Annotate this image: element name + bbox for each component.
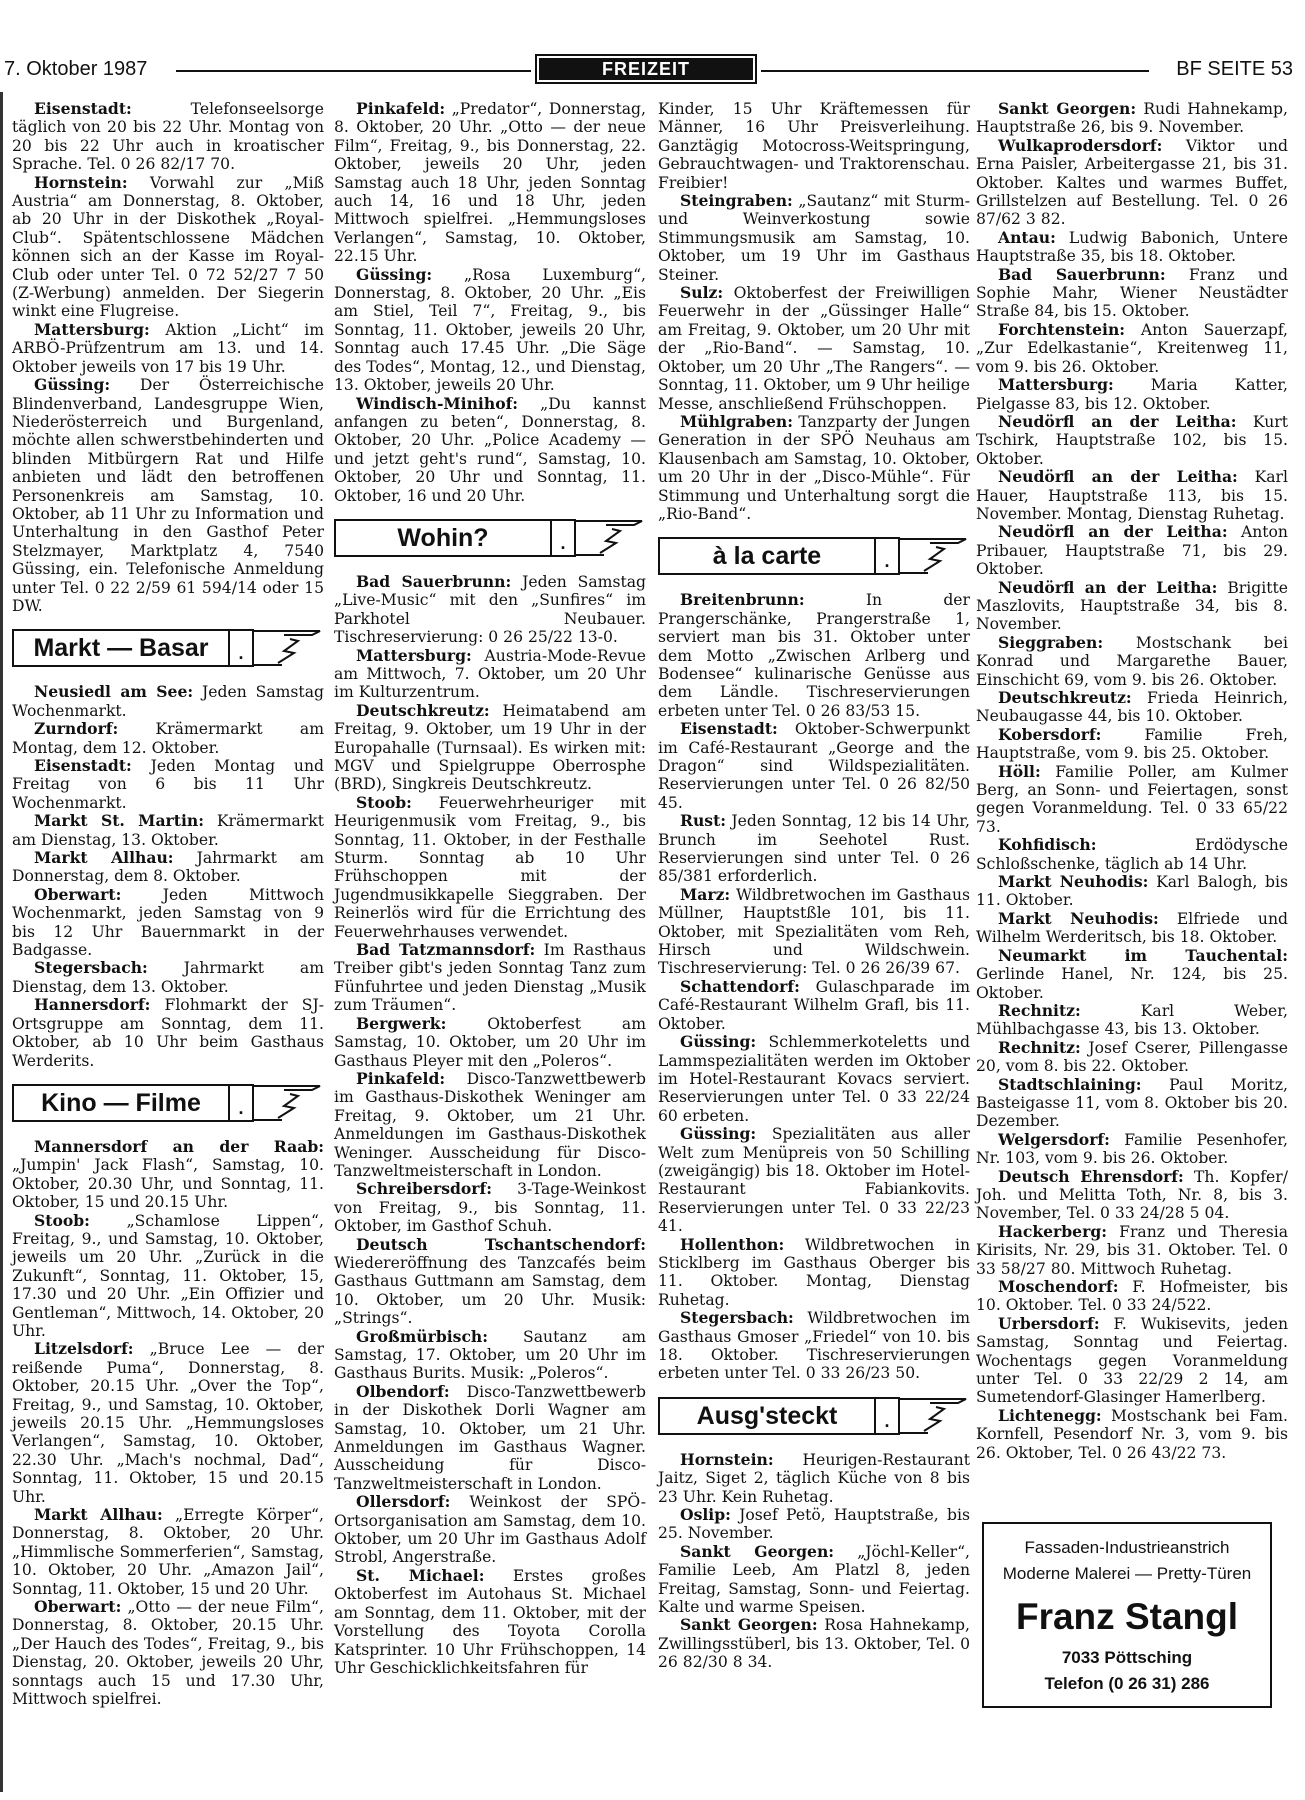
listing-text: Spezialitäten aus aller Welt zum Menüpreis von 50 Schilling (zweigängig) bis 18. Oktober im Hotel-Restaurant Fabiankovits. Reservierungen unter Tel. 0 33 22/23 41. xyxy=(658,1125,970,1236)
listing-text: Vorwahl zur „Miß Austria“ am Donnerstag, 8. Oktober, ab 20 Uhr in der Diskothek „Royal-Club“. Spätentschlossene Mädchen können sich an der Kasse im Royal-Club oder unter Tel. 0 72 52/27 7 50 (Z-Werbung) anmelden. Der Siegerin winkt eine Flugreise. xyxy=(12,173,324,321)
listing-place: Deutsch Tschantschendorf: xyxy=(356,1234,646,1254)
col2-wohin-list xyxy=(334,573,646,1677)
listing-entry xyxy=(976,763,1288,837)
listing-text: Oktoberfest am Samstag, 10. Oktober, um 20 Uhr im Gasthaus Pleyer mit den „Poleros“. xyxy=(334,1014,646,1070)
listing-text: Erstes großes Oktoberfest im Autohaus St. Michael am Sonntag, dem 11. Oktober, mit der Vorstellung des Toyota Corolla Katsprinter. 10 Uhr Frühschoppen, 14 Uhr Geschicklichkeitsfahren für xyxy=(334,1566,646,1677)
listing-entry xyxy=(658,413,970,523)
listing-entry xyxy=(658,1125,970,1235)
listing-place: Sieggraben: xyxy=(998,632,1104,652)
listing-text: Der Österreichische Blindenverband, Landesgruppe Wien, Niederösterreich und Burgenland, möchte allen schwerstbehinderten und blinden Mitbürgern Rat und Hilfe anbieten und lädt den betroffenen Personenkreis am Samstag, 10. Oktober, ab 11 Uhr zu Information und Unterhaltung in den Gasthof Peter Stelzmayer, Marktplatz 4, 7540 Güssing, ein. Telefonische Anmeldung unter Tel. 0 22 2/59 61 594/14 oder 15 DW. xyxy=(12,376,324,615)
page-header xyxy=(0,52,1305,88)
listing-text: Erdödysche Schloßschenke, täglich ab 14 Uhr. xyxy=(976,836,1288,873)
listing-text: Mostschank bei Fam. Kornfell, Pesendorf Nr. 3, vom 9. bis 26. Oktober, Tel. 0 26 43/22 73. xyxy=(976,1406,1288,1462)
listing-entry xyxy=(334,573,646,647)
col1-top-list xyxy=(12,100,324,615)
listing-text: F. Wukisevits, jeden Samstag, Sonntag und Feiertag. Wochentags gegen Voranmeldung unter Tel. 0 33 22/29 2 14, am Sumetendorf-Glasinger Hamerlberg. xyxy=(976,1314,1288,1407)
listing-entry xyxy=(976,376,1288,413)
pointing-hand-icon xyxy=(254,629,324,669)
listing-text: Heurigen-Restaurant Jaitz, Siget 2, täglich Küche von 8 bis 23 Uhr. Kein Ruhetag. xyxy=(658,1450,970,1506)
listing-place: Welgersdorf: xyxy=(998,1129,1110,1149)
listing-entry xyxy=(658,1309,970,1383)
header-rule-right xyxy=(761,70,1149,72)
col2-top-list xyxy=(334,100,646,505)
section-header-wohin xyxy=(334,519,646,561)
ad-address: 7033 Pöttsching xyxy=(1061,1648,1193,1667)
listing-entry xyxy=(12,886,324,960)
listing-place: Markt St. Martin: xyxy=(34,811,204,831)
listing-entry xyxy=(12,812,324,849)
listing-place: Zurndorf: xyxy=(34,719,119,739)
listing-text: Weinkost der SPÖ-Ortsorganisation am Samstag, dem 10. Oktober, um 20 Uhr im Gasthaus Adolf Strobl, Angerstraße. xyxy=(334,1493,646,1567)
listing-place: Stadtschlaining: xyxy=(998,1074,1142,1094)
listing-text: Brigitte Maszlovits, Hauptstraße 34, bis 8. November. xyxy=(976,578,1288,634)
listing-entry xyxy=(12,757,324,812)
listing-text: Jeden Mittwoch Wochenmarkt, jeden Samstag von 9 bis 12 Uhr Bauernmarkt in der Badgasse. xyxy=(12,885,324,960)
listing-entry xyxy=(658,1543,970,1617)
listing-entry xyxy=(334,100,646,266)
listing-text: Ludwig Babonich, Untere Hauptstraße 35, bis 18. Oktober. xyxy=(976,228,1288,266)
listing-entry xyxy=(12,1506,324,1598)
pointing-hand-icon xyxy=(254,1084,324,1124)
section-header-kino xyxy=(12,1084,324,1126)
listing-place: Pinkafeld: xyxy=(356,99,446,118)
listing-place: Pinkafeld: xyxy=(356,1068,446,1088)
listing-text: Frieda Heinrich, Neubaugasse 44, bis 10. Oktober. xyxy=(976,689,1288,726)
listing-text: Anton Sauerzapf, „Zur Edelkastanie“, Kreitenweg 11, vom 9. bis 26. Oktober. xyxy=(976,320,1288,376)
listing-place: Bad Tatzmannsdorf: xyxy=(356,940,536,960)
listing-place: Neudörfl an der Leitha: xyxy=(998,411,1237,431)
listing-place: Bergwerk: xyxy=(356,1013,447,1033)
pointing-hand-icon xyxy=(900,537,970,577)
listing-text: Karl Weber, Mühlbachgasse 43, bis 13. Oktober. xyxy=(976,1001,1288,1039)
listing-entry xyxy=(334,266,646,395)
page-edge-shadow xyxy=(0,92,3,1792)
listing-entry xyxy=(658,886,970,978)
listing-place: Oslip: xyxy=(680,1505,731,1525)
listing-place: Markt Allhau: xyxy=(34,1505,163,1525)
listing-text: „Predator“, Donnerstag, 8. Oktober, 20 Uhr. „Otto — der neue Film“, Freitag, 9., bis Donnerstag, 22. Oktober, jeweils 20 Uhr, jeden Samstag auch 18 Uhr, jeden Sonntag auch 14, 16 und 18 Uhr, jeden Mittwoch spielfrei. „Hemmungsloses Verlangen“, Samstag, 10. Oktober, 22.15 Uhr. xyxy=(334,100,646,266)
section-header-markt xyxy=(12,629,324,671)
listing-place: Markt Neuhodis: xyxy=(998,872,1149,892)
listing-entry xyxy=(12,996,324,1070)
listing-place: Schreibersdorf: xyxy=(356,1179,492,1199)
listing-place: Eisenstadt: xyxy=(34,756,132,775)
listing-place: Sulz: xyxy=(680,283,724,303)
listing-text: Krämermarkt am Dienstag, 13. Oktober. xyxy=(12,812,324,849)
listing-entry xyxy=(976,266,1288,321)
listing-place: Deutschkreutz: xyxy=(998,688,1132,707)
listing-entry xyxy=(976,1002,1288,1039)
section-dot: . xyxy=(230,629,254,667)
col1-kino-list xyxy=(12,1138,324,1709)
listing-entry xyxy=(976,726,1288,763)
listing-entry xyxy=(334,647,646,702)
listing-place: Stegersbach: xyxy=(34,958,148,978)
listing-entry xyxy=(976,1223,1288,1278)
listing-entry xyxy=(12,1598,324,1708)
col3-top-list xyxy=(658,100,970,523)
column-2 xyxy=(334,100,646,1677)
listing-entry xyxy=(976,1039,1288,1076)
listing-text: Sautanz am Samstag, 17. Oktober, um 20 Uhr im Gasthaus Burits. Musik: „Poleros“. xyxy=(334,1327,646,1383)
listing-entry xyxy=(976,947,1288,1002)
listing-entry xyxy=(658,978,970,1033)
pointing-hand-icon xyxy=(576,519,646,559)
listing-text: Franz und Theresia Kirisits, Nr. 29, bis 31. Oktober. Tel. 0 33 58/27 80. Mittwoch Ruhetag. xyxy=(976,1222,1288,1278)
listing-text: „Jumpin' Jack Flash“, Samstag, 10. Oktober, 20.30 Uhr, und Sonntag, 11. Oktober, 15 und 20.15 Uhr. xyxy=(12,1156,324,1212)
listing-text: „Schamlose Lippen“, Freitag, 9., und Samstag, 10. Oktober, jeweils um 20 Uhr. „Zurück in die Zukunft“, Sonntag, 11. Oktober, 15, 17.30 und 20 Uhr. „Ein Offizier und Gentleman“, Mittwoch, 14. Oktober, 20 Uhr. xyxy=(12,1211,324,1340)
listing-place: Hackerberg: xyxy=(998,1221,1107,1241)
listing-text: Franz und Sophie Mahr, Wiener Neustädter Straße 84, bis 15. Oktober. xyxy=(976,265,1288,321)
listing-place: Stegersbach: xyxy=(680,1308,794,1328)
listing-text: Maria Katter, Pielgasse 83, bis 12. Oktober. xyxy=(976,376,1288,413)
listing-text: „Jöchl-Keller“, Familie Leeb, Am Platzl 8, jeden Freitag, Samstag, Sonn- und Feiertag. Kalte und warme Speisen. xyxy=(658,1542,970,1617)
header-rule-left xyxy=(176,70,531,72)
listing-text: Kurt Tschirk, Hauptstraße 102, bis 15. Oktober. xyxy=(976,412,1288,468)
listing-entry xyxy=(658,1616,970,1671)
listing-place: Kobersdorf: xyxy=(998,724,1102,744)
col4-list xyxy=(976,100,1288,1462)
listing-text: Familie Freh, Hauptstraße, vom 9. bis 25. Oktober. xyxy=(976,725,1288,763)
listing-place: Litzelsdorf: xyxy=(34,1339,134,1359)
section-dot: . xyxy=(552,519,576,557)
listing-place: Mattersburg: xyxy=(34,319,150,339)
listing-text: Telefonseelsorge täglich von 20 bis 22 Uhr. Montag von 20 bis 22 Uhr auch in kroatischer Sprache. Tel. 0 26 82/17 70. xyxy=(12,100,324,174)
section-title-ausgsteckt: Ausg'steckt xyxy=(658,1397,876,1435)
listing-text: „Otto — der neue Film“, Donnerstag, 8. Oktober, 20.15 Uhr. „Der Hauch des Todes“, Freitag, 9., bis Dienstag, 20. Oktober, jeweils 20 Uhr, sonntags auch 15 und 17.30 Uhr, Mittwoch spielfrei. xyxy=(12,1598,324,1709)
listing-entry xyxy=(976,468,1288,523)
listing-entry xyxy=(334,1070,646,1180)
listing-place: Mühlgraben: xyxy=(680,411,794,431)
listing-place: Hollenthon: xyxy=(680,1234,785,1254)
listing-place: Hornstein: xyxy=(680,1449,774,1469)
listing-entry xyxy=(976,873,1288,910)
listing-entry xyxy=(658,1236,970,1310)
listing-place: Sankt Georgen: xyxy=(680,1615,818,1635)
listing-text: Anton Pribauer, Hauptstraße 71, bis 29. Oktober. xyxy=(976,523,1288,579)
listing-text: „Du kannst anfangen zu beten“, Donnerstag, 8. Oktober, 20 Uhr. „Police Academy — und jetzt geht's rund“, Samstag, 10. Oktober, 20 Uhr und Sonntag, 11. Oktober, 16 und 20 Uhr. xyxy=(334,394,646,505)
listing-place: Neudörfl an der Leitha: xyxy=(998,522,1228,542)
listing-place: Neudörfl an der Leitha: xyxy=(998,467,1238,487)
listing-place: Großmürbisch: xyxy=(356,1326,489,1346)
listing-entry xyxy=(976,137,1288,229)
listing-entry xyxy=(12,174,324,321)
listing-place: Wulkaprodersdorf: xyxy=(998,135,1163,155)
listing-text: Jahrmarkt am Donnerstag, dem 8. Oktober. xyxy=(12,849,324,886)
pointing-hand-icon xyxy=(900,1397,970,1437)
listing-entry xyxy=(658,591,970,720)
listing-text: „Rosa Luxemburg“, Donnerstag, 8. Oktober, 20 Uhr. „Eis am Stiel, Teil 7“, Freitag, 9., bis Sonntag, 11. Oktober, jeweils 20 Uhr, Sonntag auch 17.45 Uhr. „Die Säge des Todes“, Montag, 12., und Dienstag, 13. Oktober, jeweils 20 Uhr. xyxy=(334,265,646,395)
listing-entry xyxy=(334,702,646,794)
listing-entry xyxy=(12,720,324,757)
column-3 xyxy=(658,100,970,1672)
listing-place: Oberwart: xyxy=(34,1597,122,1617)
listing-text: Wildbretwochen im Gasthaus Gmoser „Friedel“ von 10. bis 18. Oktober. Tischreservierungen erbeten unter Tel. 0 33 26/23 50. xyxy=(658,1309,970,1383)
section-dot: . xyxy=(876,1397,900,1435)
listing-text: Viktor und Erna Paisler, Arbeitergasse 21, bis 31. Oktober. Kaltes und warmes Buffet, Grillstelzen auf Bestellung. Tel. 0 26 87/62 3 82. xyxy=(976,136,1288,229)
listing-text: Kinder, 15 Uhr Kräftemessen für Männer, 16 Uhr Preisverleihung. Ganztägig Motocross-Weitspringung, Gebrauchtwagen- und Traktorenschau. Freibier! xyxy=(658,100,970,192)
listing-entry xyxy=(976,100,1288,137)
listing-entry xyxy=(334,1328,646,1383)
col1-markt-list xyxy=(12,683,324,1070)
listing-place: Güssing: xyxy=(34,375,111,395)
listing-place: Stoob: xyxy=(34,1210,90,1230)
section-title-markt: Markt — Basar xyxy=(12,629,230,667)
listing-entry xyxy=(334,1015,646,1070)
listing-place: Mattersburg: xyxy=(998,375,1114,395)
listing-entry xyxy=(976,523,1288,578)
listing-place: Neumarkt im Tauchental: xyxy=(998,945,1288,965)
listing-place: Güssing: xyxy=(680,1124,757,1144)
listing-place: Markt Neuhodis: xyxy=(998,908,1159,928)
listing-entry xyxy=(658,1033,970,1125)
listing-text: Th. Kopfer/ Joh. und Melitta Toth, Nr. 8, bis 3. November, Tel. 0 33 24/28 5 04. xyxy=(976,1167,1288,1223)
listing-text: Paul Moritz, Basteigasse 11, vom 8. Oktober bis 20. Dezember. xyxy=(976,1075,1288,1131)
ad-phone: Telefon (0 26 31) 286 xyxy=(1044,1674,1210,1693)
listing-entry xyxy=(12,959,324,996)
listing-entry xyxy=(976,579,1288,634)
listing-place: Markt Allhau: xyxy=(34,848,174,868)
listing-entry xyxy=(334,1180,646,1235)
listing-text: Karl Hauer, Hauptstraße 113, bis 15. November. Montag, Dienstag Ruhetag. xyxy=(976,468,1288,523)
listing-entry xyxy=(334,1236,646,1328)
listing-entry xyxy=(976,1168,1288,1223)
listing-text: F. Hofmeister, bis 10. Oktober. Tel. 0 33 24/522. xyxy=(976,1278,1288,1315)
listing-text: Jeden Samstag „Live-Music“ mit den „Sunfires“ im Parkhotel Neubauer. Tischreservierung: 0 26 25/22 13-0. xyxy=(334,572,646,647)
listing-entry xyxy=(334,1383,646,1493)
listing-place: Schattendorf: xyxy=(680,976,800,996)
listing-entry xyxy=(976,1131,1288,1168)
listing-place: Oberwart: xyxy=(34,884,122,904)
listing-text: Schlemmerkoteletts und Lammspezialitäten werden im Oktober im Hotel-Restaurant Kovacs serviert. Reservierungen unter Tel. 0 33 22/24 60 erbeten. xyxy=(658,1033,970,1125)
listing-entry xyxy=(976,1076,1288,1131)
listing-text: Disco-Tanzwettbewerb in der Diskothek Dorli Wagner am Samstag, 10. Oktober, um 21 Uhr. Anmeldungen im Gasthaus Wagner. Ausscheidung für Disco-Tanzweltmeisterschaft in London. xyxy=(334,1382,646,1493)
listing-entry xyxy=(334,1567,646,1677)
listing-text: Feuerwehrheuriger mit Heurigenmusik vom Freitag, 9., bis Sonntag, 11. Oktober, in der Festhalle Sturm. Sonntag ab 10 Uhr Frühschoppen mit der Jugendmusikkapelle Sieggraben. Der Reinerlös wird für die Errichtung des Feuerwehrhauses verwendet. xyxy=(334,793,646,941)
advertisement-box xyxy=(982,1522,1272,1708)
listing-place: Güssing: xyxy=(356,264,433,284)
listing-place: Eisenstadt: xyxy=(680,719,778,739)
listing-place: Olbendorf: xyxy=(356,1381,450,1401)
listing-place: Eisenstadt: xyxy=(34,99,132,118)
listing-entry xyxy=(334,794,646,941)
section-badge-label: FREIZEIT xyxy=(539,58,753,80)
listing-entry xyxy=(976,229,1288,266)
listing-text: Familie Pesenhofer, Nr. 103, vom 9. bis 26. Oktober. xyxy=(976,1130,1288,1168)
listing-place: Breitenbrunn: xyxy=(680,590,805,610)
listing-text: Wildbretwochen in Sticklberg im Gasthaus Oberger bis 11. Oktober. Montag, Dienstag Ruhetag. xyxy=(658,1235,970,1309)
listing-text: Jeden Montag und Freitag von 6 bis 11 Uhr Wochenmarkt. xyxy=(12,757,324,812)
listing-entry xyxy=(12,1212,324,1341)
listing-entry xyxy=(12,683,324,720)
listing-text: Gulaschparade im Café-Restaurant Wilhelm Grafl, bis 11. Oktober. xyxy=(658,977,970,1033)
listing-place: Höll: xyxy=(998,761,1041,781)
listing-text: Jeden Samstag Wochenmarkt. xyxy=(12,683,324,720)
listing-place: Lichtenegg: xyxy=(998,1405,1102,1425)
listing-place: Windisch-Minihof: xyxy=(356,393,519,413)
listing-entry xyxy=(658,1506,970,1543)
listing-entry xyxy=(658,720,970,812)
listing-text: Tanzparty der Jungen Generation in der SPÖ Neuhaus am Klausenbach am Samstag, 10. Oktober, um 20 Uhr in der „Disco-Mühle“. Für Stimmung und Unterhaltung sorgt die „Rio-Band“. xyxy=(658,412,970,523)
listing-entry xyxy=(976,413,1288,468)
listing-entry xyxy=(334,395,646,505)
listing-text: Aktion „Licht“ im ARBÖ-Prüfzentrum am 13. und 14. Oktober jeweils von 17 bis 19 Uhr. xyxy=(12,320,324,376)
listing-text: „Bruce Lee — der reißende Puma“, Donnerstag, 8. Oktober, 20.15 Uhr. „Over the Top“, Freitag, 9., und Samstag, 10. Oktober, jeweils 20.15 Uhr. „Hemmungsloses Verlangen“, Samstag, 10. Oktober, 22.30 Uhr. „Mach's nochmal, Dad“, Sonntag, 11. Oktober, 15 und 20.15 Uhr. xyxy=(12,1340,324,1506)
listing-entry xyxy=(12,321,324,376)
listing-text: Josef Cserer, Pillengasse 20, vom 8. bis 22. Oktober. xyxy=(976,1038,1288,1076)
section-title-wohin: Wohin? xyxy=(334,519,552,557)
listing-entry xyxy=(658,812,970,886)
listing-text: „Sautanz“ mit Sturm- und Weinverkostung sowie Stimmungsmusik am Samstag, 10. Oktober, um 19 Uhr im Gasthaus Steiner. xyxy=(658,192,970,284)
ad-line-1: Fassaden-Industrieanstrich xyxy=(1024,1538,1230,1557)
listing-place: Stoob: xyxy=(356,792,412,812)
listing-text: „Erregte Körper“, Donnerstag, 8. Oktober, 20 Uhr. „Himmlische Sommerferien“, Samstag, 10. Oktober, 20 Uhr. „Amazon Jail“, Sonntag, 11. Oktober, 15 und 20 Uhr. xyxy=(12,1506,324,1598)
col3-ausgsteckt-list xyxy=(658,1451,970,1672)
listing-place: Neudörfl an der Leitha: xyxy=(998,577,1218,597)
listing-text: In der Prangerschänke, Prangerstraße 1, serviert man bis 31. Oktober unter dem Motto „Zwischen Arlberg und Bodensee“ kulinarische Genüsse aus dem Ländle. Tischreservierungen erbeten unter Tel. 0 26 83/53 15. xyxy=(658,591,970,720)
listing-place: Rust: xyxy=(680,811,727,831)
listing-text: Oktober-Schwerpunkt im Café-Restaurant „George and the Dragon“ sind Wildspezialitäten. Reservierungen unter Tel. 0 26 82/50 45. xyxy=(658,720,970,812)
header-page-number: BF SEITE 53 xyxy=(1176,58,1293,80)
listing-text: Karl Balogh, bis 11. Oktober. xyxy=(976,873,1288,910)
listing-place: Mannersdorf an der Raab: xyxy=(34,1136,324,1156)
section-header-ausgsteckt xyxy=(658,1397,970,1439)
listing-place: Hannersdorf: xyxy=(34,995,151,1015)
listing-place: Hornstein: xyxy=(34,172,128,192)
listing-entry xyxy=(12,849,324,886)
listing-entry xyxy=(12,1340,324,1506)
listing-text: Rudi Hahnekamp, Hauptstraße 26, bis 9. November. xyxy=(976,100,1288,137)
listing-text: Josef Petö, Hauptstraße, bis 25. November. xyxy=(658,1506,970,1543)
listing-place: Moschendorf: xyxy=(998,1277,1119,1296)
ad-company-name: Franz Stangl xyxy=(1015,1596,1239,1637)
listing-place: St. Michael: xyxy=(356,1565,485,1585)
listing-place: Deutschkreutz: xyxy=(356,700,490,720)
ad-line-2: Moderne Malerei — Pretty-Türen xyxy=(1002,1564,1252,1583)
listing-entry xyxy=(334,1493,646,1567)
section-header-carte xyxy=(658,537,970,579)
section-title-kino: Kino — Filme xyxy=(12,1084,230,1122)
listing-place: Rechnitz: xyxy=(998,1000,1081,1020)
listing-place: Forchtenstein: xyxy=(998,319,1126,339)
listing-entry xyxy=(12,100,324,174)
section-badge xyxy=(535,54,757,84)
column-4 xyxy=(976,100,1288,1462)
listing-entry xyxy=(976,910,1288,947)
listing-entry xyxy=(976,321,1288,376)
listing-place: Deutsch Ehrensdorf: xyxy=(998,1166,1184,1186)
listing-text: Flohmarkt der SJ-Ortsgruppe am Sonntag, dem 11. Oktober, ab 10 Uhr beim Gasthaus Werderits. xyxy=(12,996,324,1070)
listing-text: Gerlinde Hanel, Nr. 124, bis 25. Oktober. xyxy=(976,965,1288,1002)
section-dot: . xyxy=(230,1084,254,1122)
listing-text: Oktoberfest der Freiwilligen Feuerwehr in der „Güssinger Halle“ am Freitag, 9. Oktober, um 20 Uhr mit der „Rio-Band“. — Samstag, 10. Oktober, um 20 Uhr „The Rangers“. — Sonntag, 11. Oktober, um 9 Uhr heilige Messe, anschließend Frühschoppen. xyxy=(658,284,970,413)
listing-place: Antau: xyxy=(998,227,1056,247)
listing-place: Bad Sauerbrunn: xyxy=(356,571,512,591)
listing-place: Steingraben: xyxy=(680,191,793,211)
listing-place: Marz: xyxy=(680,884,731,904)
listing-text: Elfriede und Wilhelm Werderitsch, bis 18. Oktober. xyxy=(976,909,1288,947)
listing-entry xyxy=(658,100,970,192)
listing-entry xyxy=(12,1138,324,1212)
listing-text: Wiedereröffnung des Tanzcafés beim Gasthaus Guttmann am Samstag, dem 10. Oktober, um 20 Uhr. Musik: „Strings“. xyxy=(334,1253,646,1328)
listing-entry xyxy=(658,192,970,284)
listing-entry xyxy=(12,376,324,615)
listing-entry xyxy=(334,941,646,1015)
listing-entry xyxy=(976,836,1288,873)
listing-place: Neusiedl am See: xyxy=(34,682,194,702)
listing-text: Heimatabend am Freitag, 9. Oktober, um 19 Uhr in der Europahalle (Turnsaal). Es wirken mit: MGV und Spielgruppe Oberrosphe (BRD), Singkreis Deutschkreutz. xyxy=(334,701,646,794)
listing-text: Im Rasthaus Treiber gibt's jeden Sonntag Tanz zum Fünfuhrtee und jeden Dienstag „Musik zum Träumen“. xyxy=(334,941,646,1015)
listing-entry xyxy=(976,634,1288,689)
listing-entry xyxy=(976,1278,1288,1315)
listing-entry xyxy=(658,1451,970,1506)
listing-text: 3-Tage-Weinkost von Freitag, 9., bis Sonntag, 11. Oktober, im Gasthof Schuh. xyxy=(334,1180,646,1236)
col3-carte-list xyxy=(658,591,970,1382)
column-1 xyxy=(12,100,324,1709)
listing-place: Güssing: xyxy=(680,1032,757,1052)
section-dot: . xyxy=(876,537,900,575)
listing-text: Jahrmarkt am Dienstag, dem 13. Oktober. xyxy=(12,959,324,996)
listing-place: Bad Sauerbrunn: xyxy=(998,264,1166,284)
listing-place: Sankt Georgen: xyxy=(998,99,1137,118)
listing-text: Wildbretwochen im Gasthaus Müllner, Hauptstßle 101, bis 11. Oktober, mit Spezialitäten vom Reh, Hirsch und Wildschwein. Tischreservierung: Tel. 0 26 26/39 67. xyxy=(658,885,970,978)
listing-text: Austria-Mode-Revue am Mittwoch, 7. Oktober, um 20 Uhr im Kulturzentrum. xyxy=(334,646,646,702)
listing-place: Kohfidisch: xyxy=(998,835,1097,855)
listing-place: Ollersdorf: xyxy=(356,1492,451,1512)
listing-text: Mostschank bei Konrad und Margarethe Bauer, Einschicht 69, vom 9. bis 26. Oktober. xyxy=(976,633,1288,689)
listing-text: Krämermarkt am Montag, dem 12. Oktober. xyxy=(12,720,324,757)
listing-text: Disco-Tanzwettbewerb im Gasthaus-Diskothek Weninger am Freitag, 9. Oktober, um 21 Uhr. Anmeldungen im Gasthaus-Diskothek Weninger. Ausscheidung für Disco-Tanzweltmeisterschaft in London. xyxy=(334,1069,646,1180)
listing-text: Familie Poller, am Kulmer Berg, an Sonn- und Feiertagen, sonst gegen Voranmeldung. Tel. 0 33 65/22 73. xyxy=(976,762,1288,836)
listing-text: Jeden Sonntag, 12 bis 14 Uhr, Brunch im Seehotel Rust. Reservierungen sind unter Tel. 0 26 85/381 erforderlich. xyxy=(658,812,970,886)
listing-text: Rosa Hahnekamp, Zwillingsstüberl, bis 13. Oktober, Tel. 0 26 82/30 8 34. xyxy=(658,1616,970,1672)
listing-place: Urbersdorf: xyxy=(998,1313,1100,1333)
listing-entry xyxy=(976,1407,1288,1462)
listing-place: Sankt Georgen: xyxy=(680,1541,835,1561)
listing-entry xyxy=(658,284,970,413)
listing-place: Mattersburg: xyxy=(356,645,472,665)
listing-entry xyxy=(976,1315,1288,1407)
listing-entry xyxy=(976,689,1288,726)
section-title-carte: à la carte xyxy=(658,537,876,575)
header-date: 7. Oktober 1987 xyxy=(4,58,148,80)
listing-place: Rechnitz: xyxy=(998,1037,1081,1057)
